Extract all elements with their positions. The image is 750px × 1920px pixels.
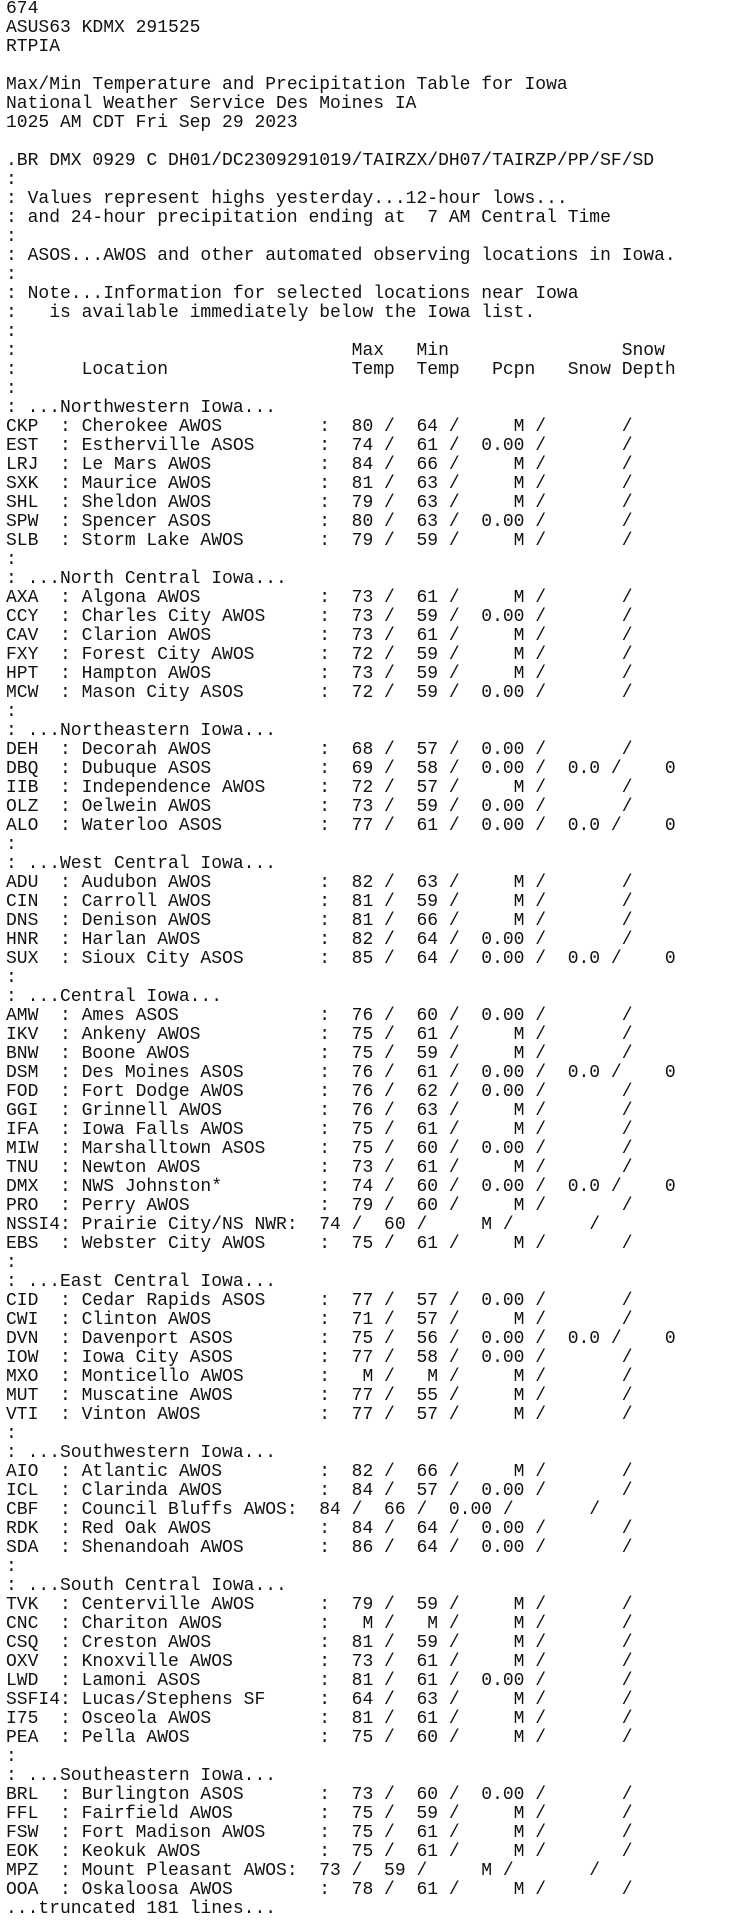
report-line: HNR : Harlan AWOS : 82 / 64 / 0.00 / / xyxy=(6,930,633,950)
report-line: EBS : Webster City AWOS : 75 / 61 / M / / xyxy=(6,1234,633,1254)
report-line: OXV : Knoxville AWOS : 73 / 61 / M / / xyxy=(6,1652,633,1672)
report-line: : ...Northeastern Iowa... xyxy=(6,721,277,741)
report-line: DEH : Decorah AWOS : 68 / 57 / 0.00 / / xyxy=(6,740,633,760)
report-line: : Max Min Snow xyxy=(6,341,665,361)
report-line: : xyxy=(6,1747,17,1767)
report-line: PRO : Perry AWOS : 79 / 60 / M / / xyxy=(6,1196,633,1216)
report-line: MPZ : Mount Pleasant AWOS: 73 / 59 / M / / xyxy=(6,1861,601,1881)
report-line: National Weather Service Des Moines IA xyxy=(6,94,417,114)
report-line: CKP : Cherokee AWOS : 80 / 64 / M / / xyxy=(6,417,633,437)
report-line: : ...West Central Iowa... xyxy=(6,854,277,874)
report-line: ASUS63 KDMX 291525 xyxy=(6,18,201,38)
report-line: CNC : Chariton AWOS : M / M / M / / xyxy=(6,1614,633,1634)
report-line: : xyxy=(6,1557,17,1577)
report-line xyxy=(6,133,750,152)
report-line: : Values represent highs yesterday...12-hour lows... xyxy=(6,189,568,209)
report-line: CCY : Charles City AWOS : 73 / 59 / 0.00 / / xyxy=(6,607,633,627)
report-line: : xyxy=(6,1424,17,1444)
report-line: MXO : Monticello AWOS : M / M / M / / xyxy=(6,1367,633,1387)
report-line: .BR DMX 0929 C DH01/DC2309291019/TAIRZX/DH07/TAIRZP/PP/SF/SD xyxy=(6,151,655,171)
report-line: ICL : Clarinda AWOS : 84 / 57 / 0.00 / / xyxy=(6,1481,633,1501)
report-line: MCW : Mason City ASOS : 72 / 59 / 0.00 / / xyxy=(6,683,633,703)
report-line: Max/Min Temperature and Precipitation Table for Iowa xyxy=(6,75,568,95)
report-line: CAV : Clarion AWOS : 73 / 61 / M / / xyxy=(6,626,633,646)
report-line: SSFI4: Lucas/Stephens SF : 64 / 63 / M / / xyxy=(6,1690,633,1710)
report-line: DMX : NWS Johnston* : 74 / 60 / 0.00 / 0.0 / 0 xyxy=(6,1177,676,1197)
report-line: BNW : Boone AWOS : 75 / 59 / M / / xyxy=(6,1044,633,1064)
report-line: : ...East Central Iowa... xyxy=(6,1272,277,1292)
report-line: SXK : Maurice AWOS : 81 / 63 / M / / xyxy=(6,474,633,494)
report-line: MUT : Muscatine AWOS : 77 / 55 / M / / xyxy=(6,1386,633,1406)
report-line: IFA : Iowa Falls AWOS : 75 / 61 / M / / xyxy=(6,1120,633,1140)
report-line: : is available immediately below the Iowa list. xyxy=(6,303,536,323)
report-line: : xyxy=(6,265,17,285)
report-line: SPW : Spencer ASOS : 80 / 63 / 0.00 / / xyxy=(6,512,633,532)
report-line: RDK : Red Oak AWOS : 84 / 64 / 0.00 / / xyxy=(6,1519,633,1539)
report-line: : xyxy=(6,227,17,247)
report-line: OLZ : Oelwein AWOS : 73 / 59 / 0.00 / / xyxy=(6,797,633,817)
report-line: : ...Southeastern Iowa... xyxy=(6,1766,277,1786)
report-line: EOK : Keokuk AWOS : 75 / 61 / M / / xyxy=(6,1842,633,1862)
report-line: CBF : Council Bluffs AWOS: 84 / 66 / 0.00 / / xyxy=(6,1500,601,1520)
report-line: : xyxy=(6,379,17,399)
report-line: : ...Central Iowa... xyxy=(6,987,223,1007)
report-line xyxy=(6,57,750,76)
report-line: : xyxy=(6,702,17,722)
report-line: : ...North Central Iowa... xyxy=(6,569,287,589)
report-line: FFL : Fairfield AWOS : 75 / 59 / M / / xyxy=(6,1804,633,1824)
report-line: PEA : Pella AWOS : 75 / 60 / M / / xyxy=(6,1728,633,1748)
report-line: TVK : Centerville AWOS : 79 / 59 / M / / xyxy=(6,1595,633,1615)
report-line: : xyxy=(6,1253,17,1273)
report-line: SHL : Sheldon AWOS : 79 / 63 / M / / xyxy=(6,493,633,513)
report-line: CWI : Clinton AWOS : 71 / 57 / M / / xyxy=(6,1310,633,1330)
report-line: DBQ : Dubuque ASOS : 69 / 58 / 0.00 / 0.0 / 0 xyxy=(6,759,676,779)
report-line: DSM : Des Moines ASOS : 76 / 61 / 0.00 / 0.0 / 0 xyxy=(6,1063,676,1083)
report-line: LWD : Lamoni ASOS : 81 / 61 / 0.00 / / xyxy=(6,1671,633,1691)
report-line: DVN : Davenport ASOS : 75 / 56 / 0.00 / 0.0 / 0 xyxy=(6,1329,676,1349)
report-line: : Location Temp Temp Pcpn Snow Depth xyxy=(6,360,676,380)
report-line: GGI : Grinnell AWOS : 76 / 63 / M / / xyxy=(6,1101,633,1121)
report-line: FXY : Forest City AWOS : 72 / 59 / M / / xyxy=(6,645,633,665)
report-line: TNU : Newton AWOS : 73 / 61 / M / / xyxy=(6,1158,633,1178)
report-line: : ...Southwestern Iowa... xyxy=(6,1443,277,1463)
report-line: MIW : Marshalltown ASOS : 75 / 60 / 0.00 / / xyxy=(6,1139,633,1159)
report-line: : xyxy=(6,968,17,988)
report-line: ...truncated 181 lines... xyxy=(6,1899,277,1919)
report-line: CSQ : Creston AWOS : 81 / 59 / M / / xyxy=(6,1633,633,1653)
report-line: AXA : Algona AWOS : 73 / 61 / M / / xyxy=(6,588,633,608)
report-line: RTPIA xyxy=(6,37,61,57)
report-line: FOD : Fort Dodge AWOS : 76 / 62 / 0.00 / / xyxy=(6,1082,633,1102)
report-line: SLB : Storm Lake AWOS : 79 / 59 / M / / xyxy=(6,531,633,551)
report-line: CID : Cedar Rapids ASOS : 77 / 57 / 0.00 / / xyxy=(6,1291,633,1311)
report-line: HPT : Hampton AWOS : 73 / 59 / M / / xyxy=(6,664,633,684)
report-line: : and 24-hour precipitation ending at 7 AM Central Time xyxy=(6,208,611,228)
report-line: IOW : Iowa City ASOS : 77 / 58 / 0.00 / / xyxy=(6,1348,633,1368)
report-line: : xyxy=(6,835,17,855)
report-line: IIB : Independence AWOS : 72 / 57 / M / / xyxy=(6,778,633,798)
report-line: VTI : Vinton AWOS : 77 / 57 / M / / xyxy=(6,1405,633,1425)
report-line: : ...South Central Iowa... xyxy=(6,1576,287,1596)
report-line: IKV : Ankeny AWOS : 75 / 61 / M / / xyxy=(6,1025,633,1045)
report-line: SDA : Shenandoah AWOS : 86 / 64 / 0.00 / / xyxy=(6,1538,633,1558)
report-line: SUX : Sioux City ASOS : 85 / 64 / 0.00 / 0.0 / 0 xyxy=(6,949,676,969)
report-line: : ...Northwestern Iowa... xyxy=(6,398,277,418)
report-line: FSW : Fort Madison AWOS : 75 / 61 / M / / xyxy=(6,1823,633,1843)
report-line: AMW : Ames ASOS : 76 / 60 / 0.00 / / xyxy=(6,1006,633,1026)
report-line: 1025 AM CDT Fri Sep 29 2023 xyxy=(6,113,298,133)
report-line: NSSI4: Prairie City/NS NWR: 74 / 60 / M / / xyxy=(6,1215,601,1235)
report-line: : xyxy=(6,550,17,570)
report-line: CIN : Carroll AWOS : 81 / 59 / M / / xyxy=(6,892,633,912)
report-line: ALO : Waterloo ASOS : 77 / 61 / 0.00 / 0.0 / 0 xyxy=(6,816,676,836)
report-line: I75 : Osceola AWOS : 81 / 61 / M / / xyxy=(6,1709,633,1729)
report-line: : Note...Information for selected locations near Iowa xyxy=(6,284,579,304)
report-line: 674 xyxy=(6,0,39,19)
report-line: : xyxy=(6,170,17,190)
report-line: LRJ : Le Mars AWOS : 84 / 66 / M / / xyxy=(6,455,633,475)
report-line: : ASOS...AWOS and other automated observing locations in Iowa. xyxy=(6,246,676,266)
report-line: AIO : Atlantic AWOS : 82 / 66 / M / / xyxy=(6,1462,633,1482)
report-line: : xyxy=(6,322,17,342)
report-line: EST : Estherville ASOS : 74 / 61 / 0.00 / / xyxy=(6,436,633,456)
report-line: ADU : Audubon AWOS : 82 / 63 / M / / xyxy=(6,873,633,893)
report-line: DNS : Denison AWOS : 81 / 66 / M / / xyxy=(6,911,633,931)
report-line: OOA : Oskaloosa AWOS : 78 / 61 / M / / xyxy=(6,1880,633,1900)
report-line: BRL : Burlington ASOS : 73 / 60 / 0.00 / / xyxy=(6,1785,633,1805)
